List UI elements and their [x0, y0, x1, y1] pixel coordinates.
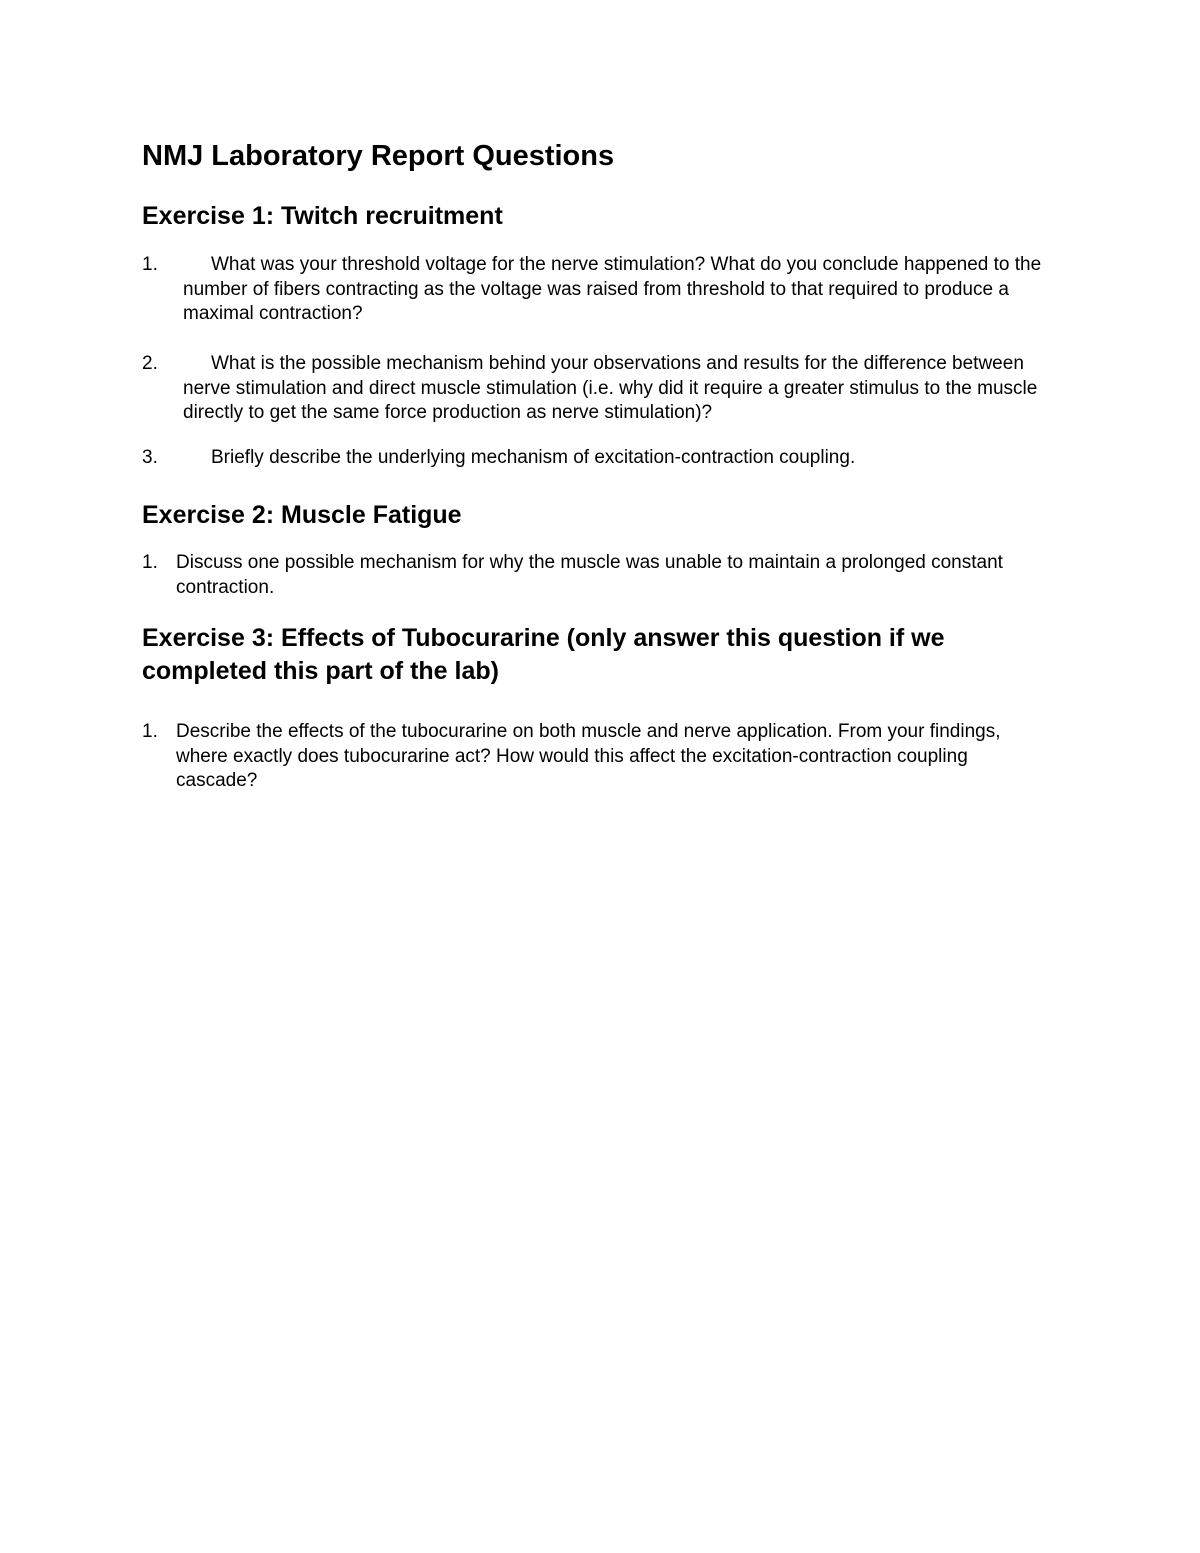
exercise-1-question-2-text: What is the possible mechanism behind your observations and results for the difference between nerve stimulation and direct muscle stimulation (i.e. why did it require a greater stimulus to the muscle directly to get the same force production as nerve stimulation)? [183, 353, 1038, 423]
exercise-1-question-2-number: 2. [142, 353, 158, 374]
exercise-3-heading: Exercise 3: Effects of Tubocurarine (only answer this question if we completed this part of the lab) [142, 624, 945, 685]
exercise-2-question-1-text: Discuss one possible mechanism for why the muscle was unable to maintain a prolonged constant contraction. [176, 552, 1003, 598]
exercise-1-question-3-text: Briefly describe the underlying mechanism of excitation-contraction coupling. [211, 447, 856, 468]
exercise-1-question-1-text: What was your threshold voltage for the nerve stimulation? What do you conclude happened to the number of fibers contracting as the voltage was raised from threshold to that required to produce a maximal contraction? [183, 254, 1042, 324]
exercise-1-question-1-number: 1. [142, 254, 158, 275]
exercise-1-question-3-number: 3. [142, 447, 158, 468]
exercise-3-question-1-number: 1. [142, 721, 158, 742]
exercise-2-question-1-number: 1. [142, 552, 158, 573]
exercise-1-heading: Exercise 1: Twitch recruitment [142, 202, 503, 230]
document-title: NMJ Laboratory Report Questions [142, 140, 615, 172]
exercise-2-heading: Exercise 2: Muscle Fatigue [142, 501, 462, 529]
exercise-3-question-1-text: Describe the effects of the tubocurarine on both muscle and nerve application. From your findings, where exactly does tubocurarine act? How would this affect the excitation-contraction coupling cascade? [176, 721, 1001, 791]
